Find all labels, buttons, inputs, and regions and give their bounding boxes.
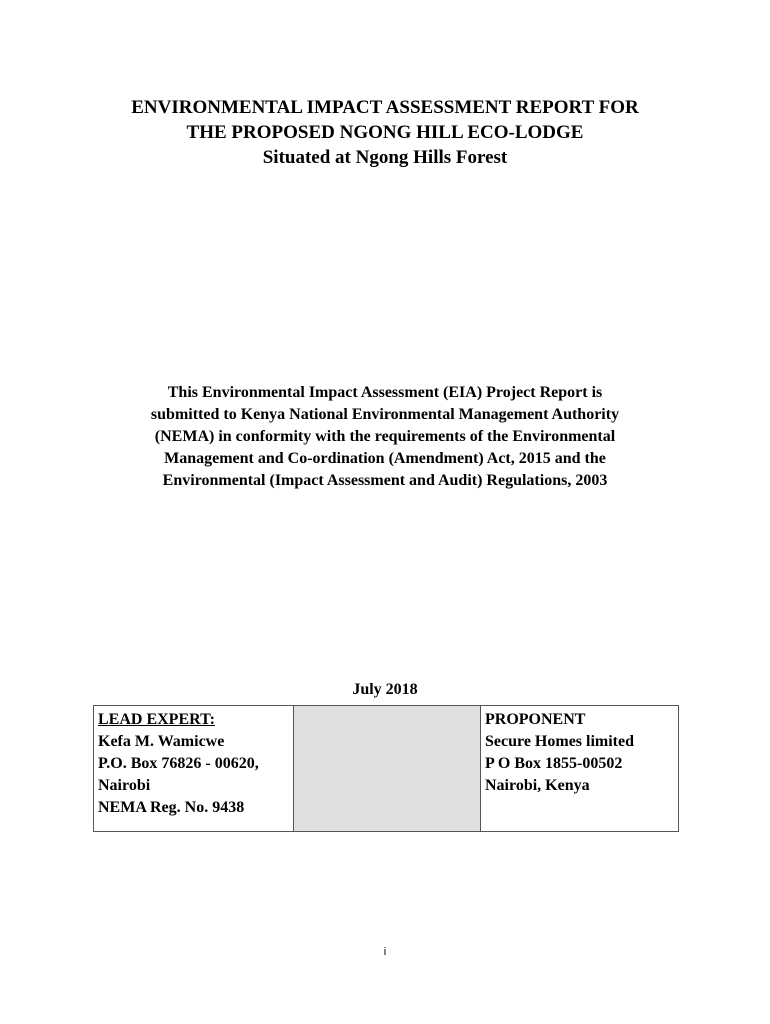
submission-statement bbox=[95, 382, 675, 492]
contact-table bbox=[93, 705, 679, 832]
title-line-2: THE PROPOSED NGONG HILL ECO-LODGE bbox=[186, 122, 584, 143]
proponent-address-2: Nairobi, Kenya bbox=[485, 777, 590, 794]
lead-expert-address-1: P.O. Box 76826 - 00620, bbox=[98, 755, 259, 772]
lead-expert-cell bbox=[94, 706, 294, 832]
statement-line-3: (NEMA) in conformity with the requirements of the Environmental bbox=[154, 428, 616, 445]
statement-line-1: This Environmental Impact Assessment (EIA) Project Report is bbox=[167, 384, 603, 401]
lead-expert-address-2: Nairobi bbox=[98, 777, 151, 794]
proponent-cell bbox=[481, 706, 679, 832]
contact-row bbox=[94, 706, 679, 832]
proponent-heading: PROPONENT bbox=[485, 711, 586, 728]
proponent-address-1: P O Box 1855-00502 bbox=[485, 755, 623, 772]
lead-expert-name: Kefa M. Wamicwe bbox=[98, 733, 225, 750]
statement-line-5: Environmental (Impact Assessment and Audit) Regulations, 2003 bbox=[162, 472, 608, 489]
lead-expert-heading: LEAD EXPERT: bbox=[98, 711, 215, 728]
blank-shaded-cell bbox=[294, 706, 481, 832]
statement-line-4: Management and Co-ordination (Amendment) Act, 2015 and the bbox=[164, 450, 606, 467]
title-line-1: ENVIRONMENTAL IMPACT ASSESSMENT REPORT FOR bbox=[131, 97, 639, 118]
report-date: July 2018 bbox=[352, 681, 418, 698]
statement-line-2: submitted to Kenya National Environmental Management Authority bbox=[150, 406, 620, 423]
lead-expert-registration: NEMA Reg. No. 9438 bbox=[98, 799, 245, 816]
proponent-name: Secure Homes limited bbox=[485, 733, 635, 750]
report-title bbox=[0, 95, 770, 170]
page-number: i bbox=[383, 946, 387, 958]
title-line-3: Situated at Ngong Hills Forest bbox=[262, 147, 508, 168]
